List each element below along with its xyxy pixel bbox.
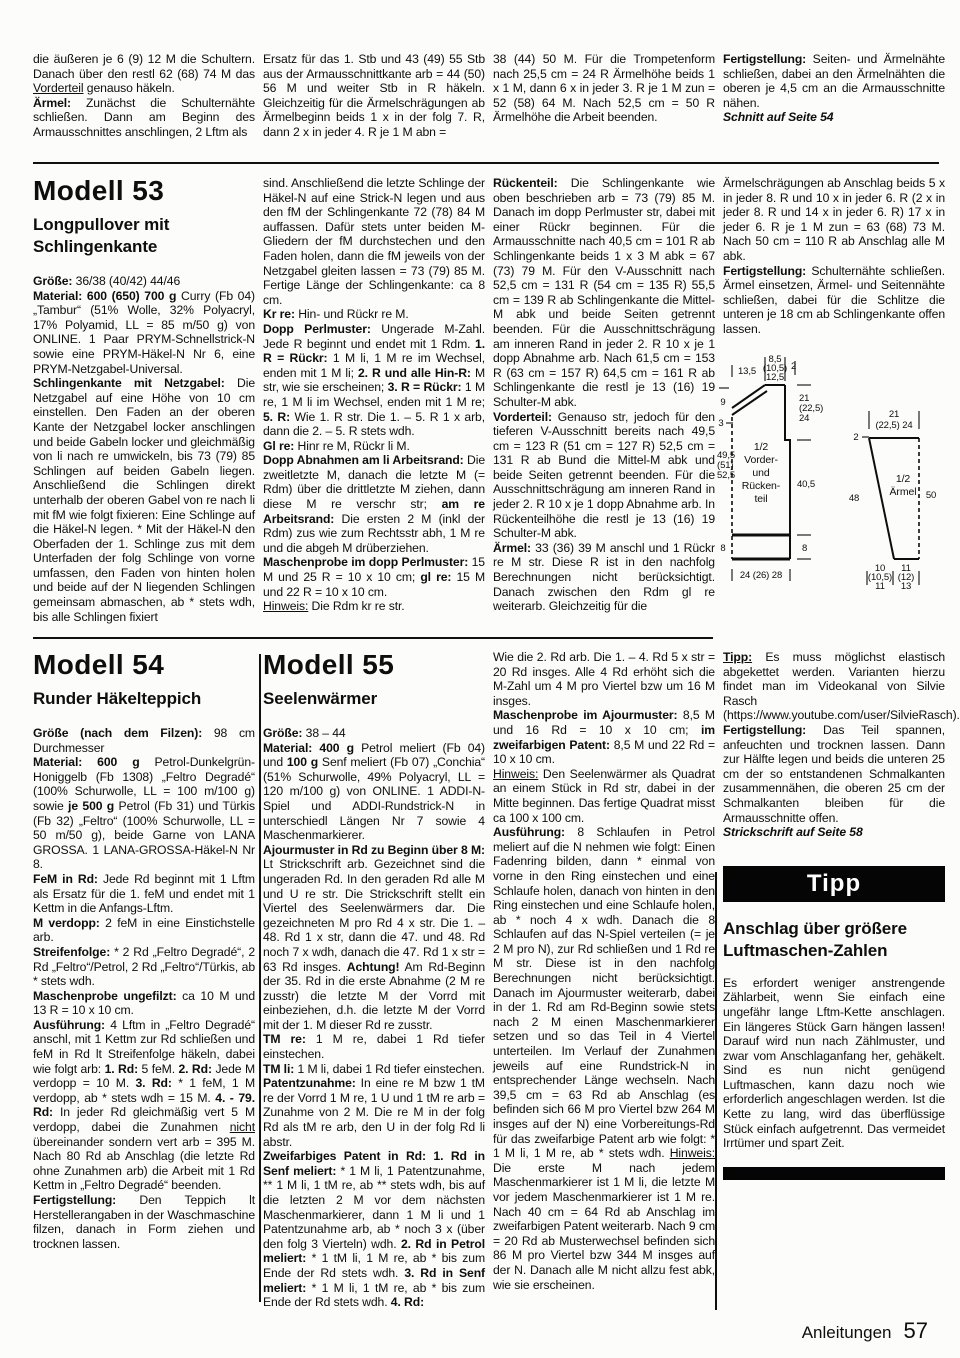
paragraph: Dopp Perlmuster: Ungerade M-Zahl. Jede R beginnt und endet mit 1 Rdm. 1. R = Rückr: 1 M li, 1 M re im Wechsel, enden mit 1 M li; 2. R und alle Hin-R: M str, wie sie erscheinen; 3. R = Rückr: 1 M re, 1 M li im Wechsel, enden mit 1 M re; 5. R: Wie 1. R str. Die 1. – 5. R 1 x arb, dann die 2. – 5. R stets wdh. — [263, 321, 486, 439]
measurement-label: 52,5 — [717, 469, 736, 481]
paragraph: M verdopp: 2 feM in eine Einstichstelle arb. — [33, 915, 255, 945]
horizontal-rule — [33, 637, 713, 639]
piece-label: Vorder- — [744, 453, 778, 466]
paragraph: Vorderteil: Genauso str, jedoch für den tieferen V-Ausschnitt bereits nach 49,5 cm = 123 R (51 cm = 127 R) 52,5 cm = 131 R ab Bund die Mittel-M abk und beide Seiten getrennt beenden. Für die Ausschnittschrägung am inneren Rand in jeder 2. R 10 x je 1 dopp Abnahme arb. In Rückenteilhöhe die restl je 13 (16) 19 Schulter-M abk. — [493, 409, 715, 541]
continuation-section — [33, 52, 945, 140]
paragraph: Fertigstellung: Schulternähte schließen. Ärmel einsetzen, Ärmel- und Seitennähte schließen, dabei für die Schlitze die unteren je 18 cm ab Schlingenkante offen lassen. — [723, 263, 945, 336]
paragraph: Größe: 36/38 (40/42) 44/46 — [33, 274, 181, 288]
measurement-label: 2 — [853, 431, 859, 443]
paragraph: Tipp: Es muss möglichst elastisch abgekettet werden. Varianten hierzu findet man im Videokanal von Silvie Rasch (https://www.youtube.com/user/SilvieRasch). — [723, 650, 960, 723]
measurement-labels — [717, 354, 823, 581]
measurement-label: 8 — [720, 542, 726, 554]
tip-heading: Anschlag über größere Luftmaschen-Zahlen — [723, 918, 907, 960]
piece-label: 1/2 — [753, 440, 769, 453]
paragraph: Ajourmuster in Rd zu Beginn über 8 M: Lt Strickschrift arb. Gezeichnet sind die ungeraden Rd. In den geraden Rd alle M und U re str. Die Strickschrift stellt ein Viertel des Seelenwärmers dar. Die gezeichneten M pro Rd 4 x str. Die 1. – 48. Rd 1 x str, dann die 47. und 48. Rd noch 7 x wdh, danach die 47. Rd 1 x str = 63 Rd insges. Achtung! Am Rd-Beginn der 35. Rd in die erste Abnahme (2 M re zusstr) die letzte M der Vorrd mit einbeziehen, d.h. die letzte M der Vorrd mit der 1. M dieser Rd re zusstr. — [263, 842, 486, 1032]
paragraph: Patentzunahme: In eine re M bzw 1 tM re der Vorrd 1 M re, 1 U und 1 tM re arb = Zunahme von 2 M. Die re M in der folg Rd als tM re arb, den U in der folg Rd li abstr. — [263, 1076, 485, 1149]
paragraph: Maschenprobe ungefilzt: ca 10 M und 13 R = 10 x 10 cm. — [33, 988, 255, 1018]
measurement-label: 11 — [875, 580, 885, 592]
paragraph: Ausführung: 4 Lftm in „Feltro Degradé“ anschl, mit 1 Kettm zur Rd schließen und feM in Rd lt Streifenfolge häkeln, dabei wie folgt arb: 1. Rd: 5 feM. 2. Rd: Jede M verdopp = 10 M. 3. Rd: * 1 feM, 1 M verdopp, ab * stets wdh = 15 M. 4. - 79. Rd: In jeder Rd gleichmäßig vert 5 M verdopp, dabei die Zunahmen nicht übereinander sondern vert arb = 395 M. Nach 80 Rd ab Anschlag (die letzte Rd ohne Zunahmen arb) die Arbeit mit 1 Rd Kettm in „Feltro Degradé“ beenden. — [33, 1017, 256, 1193]
measurement-label: 13,5 — [737, 365, 757, 377]
measurement-label: 24 — [799, 412, 810, 424]
piece-label: Ärmel — [889, 485, 917, 498]
paragraph: TM re: 1 M re, dabei 1 Rd tiefer einstechen. — [263, 1032, 485, 1062]
paragraph: Maschenprobe im Ajourmuster: 8,5 M und 16 Rd = 10 x 10 cm; im zweifarbigen Patent: 8,5 M und 22 Rd = 10 x 10 cm. — [493, 708, 715, 767]
tip-body: Es erfordert weniger anstrengende Zählarbeit, wenn Sie einfach eine ungefähr lange Lftm-Kette anschlagen. Ein längeres Stück Garn hängen lassen! Darauf wird nun nach Zählmuster, und zwar vom Anschlaganfang her, gehäkelt. Sind es nun nicht genügend Luftmaschen, kann dazu noch wie erforderlich angeschlagen werden. Ist die Kette zu lang, wird das überflüssige Stück einfach aufgetrennt. Das vermeidet Irrtümer und spart Zeit. — [723, 975, 945, 1151]
paragraph: Rückenteil: Die Schlingenkante wie oben beschrieben arb = 73 (79) 85 M. Danach im dopp Perlmuster str, dabei mit einer Rückr beginnen. Für die Armausschnitte nach 40,5 cm = 101 R ab Schlingenkante beids 1 x 3 M abk = 67 (73) 79 M. Für den V-Ausschnitt nach 52,5 cm = 131 R (54 cm = 135 R) 55,5 cm = 139 R ab Schlingenkante die Mittel-M abk und beide Seiten getrennt beenden. Für die Ausschnittschrägung am inneren Rand in jeder 2. R 10 x je 1 dopp Abnahme arb. Nach 61,5 cm = 153 R (63 cm = 157 R) 64,5 cm = 161 R ab Schlingenkante die restl je 13 (16) 19 Schulter-M abk. — [493, 176, 715, 409]
strickschrift-reference: Strickschrift auf Seite 58 — [723, 825, 863, 840]
paragraph: Fertigstellung: Den Teppich lt Herstellerangaben in der Waschmaschine filzen, danach in Form ziehen und trocknen lassen. — [33, 1193, 256, 1251]
text-column — [33, 650, 255, 1310]
paragraph: FeM in Rd: Jede Rd beginnt mit 1 Lftm als Ersatz für die 1. feM und endet mit 1 Kettm in die Anfangs-Lftm. — [33, 871, 255, 916]
measurement-label: 48 — [848, 492, 860, 504]
paragraph: Ersatz für das 1. Stb und 43 (49) 55 Stb aus der Armausschnittkante arb = 44 (50) 56 M und weiter Stb in R häkeln. Gleichzeitig für die Ärmelschrägungen ab Ärmelbeginn beids 1 x in der folg 7. R, dann 2 x in jeder 4. R je 1 M abn = — [263, 52, 485, 139]
tip-column — [723, 650, 960, 1310]
text-column — [493, 52, 715, 140]
paragraph: Fertigstellung: Das Teil spannen, anfeuchten und trocknen lassen. Dann zur Hälfte legen und beids die unteren 25 cm der so entstandenen Schmalkanten zusammennähen, die oberen 25 cm der Schmalkanten bleiben für die Armausschnitte offen. — [723, 722, 945, 825]
piece-label: 1/2 — [895, 472, 911, 485]
measurement-label: (22,5) 24 — [875, 419, 913, 431]
tip-end-bar — [723, 1167, 945, 1180]
horizontal-rule — [33, 162, 939, 164]
modell-54-title: Modell 54 — [33, 649, 165, 680]
measurement-label: 8,5 — [768, 353, 782, 365]
measurement-label: 10 — [874, 562, 886, 574]
modell-53-title: Modell 53 — [33, 175, 165, 206]
text-column — [263, 176, 485, 624]
schnitt-reference: Schnitt auf Seite 54 — [723, 110, 834, 125]
measurement-label: (12) — [897, 571, 915, 583]
paragraph: Hinweis: Die Rdm kr re str. — [263, 599, 405, 614]
paragraph: Ärmelschrägungen ab Anschlag beids 5 x in jeder 8. R und 10 x in jeder 6. R (2 x in jeder 8. R und 14 x in jeder 6. R) 17 x in jeder 6. R je 1 M zun = 63 (68) 73 M. Nach 50 cm = 110 R ab Anschlag alle M abk. — [723, 176, 945, 263]
page-footer — [802, 1318, 928, 1344]
paragraph: TM li: 1 M li, dabei 1 Rd tiefer einstechen. — [263, 1061, 485, 1076]
measurement-label: 8 — [802, 542, 808, 554]
text-column — [723, 52, 945, 140]
piece-label: Rücken- — [741, 479, 781, 492]
piece-label: und — [752, 466, 770, 479]
modell-55-subtitle: Seelenwärmer — [263, 689, 378, 708]
measurement-label: (10,5) — [867, 571, 893, 583]
paragraph: Material: 600 g Petrol-Dunkelgrün-Honiggelb (Fb 1308) „Feltro Degradé“ (100% Schurwolle, LL = 100 m/100 g) sowie je 500 g Petrol (Fb 31) und Türkis (Fb 32) „Feltro“ (100% Schurwolle, LL = 50 m/50 g), beide Garne von LANA GROSSA. 1 LANA-GROSSA-Häkel-N Nr 8. — [33, 755, 255, 872]
modell-54-subtitle: Runder Häkelteppich — [33, 689, 202, 708]
measurement-label: (22,5) — [799, 402, 824, 414]
paragraph: Wie die 2. Rd arb. Die 1. – 4. Rd 5 x str = 20 Rd insges. Alle 4 Rd erhöht sich die M-Zahl um 4 M pro Viertel bzw um 16 M insges. — [493, 650, 715, 708]
paragraph: Gl re: Hinr re M, Rückr li M. — [263, 438, 410, 453]
paragraph: 38 (44) 50 M. Für die Trompetenform nach 25,5 cm = 24 R Ärmelhöhe beids 1 x 1 M, dann 6 x in jeder 3. R je 1 M zun = 52 (58) 64 M. Nach 52,5 cm = 50 R Ärmelhöhe die Arbeit beenden. — [493, 52, 715, 125]
text-column — [493, 650, 715, 1310]
measurement-label: 50 — [925, 489, 937, 501]
page-number: 57 — [903, 1318, 928, 1343]
text-column — [263, 52, 485, 140]
paragraph: Dopp Abnahmen am li Arbeitsrand: Die zweitletzte M, danach die letzte M (= Rdm) über die drittletzte M ziehen, dann diese M re verschr str; am re Arbeitsrand: Die ersten 2 M (inkl der Rdm) zus wie zum Rechtsstr abh, 1 M re und die abgeh M drüberziehen. — [263, 453, 485, 555]
schematic-diagram — [717, 345, 943, 597]
footer-section-label: Anleitungen — [801, 1323, 892, 1342]
paragraph: Ausführung: 8 Schlaufen in Petrol meliert auf die N nehmen wie folgt: Einen Fadenring bilden, dann * einmal von vorne in den Ring einstechen und eine Schlaufe holen, danach von hinten in den Ring einstechen und eine Schlaufe holen, ab * noch 4 x wdh. Danach die 8 Schlaufen auf das N-Spiel verteilen (= je 2 M pro N), zur Rd schließen und 1 Rd re M str. Diese ist in den nachfolg Berechnungen nicht berücksichtigt. Danach im Ajourmuster weiterarb, dabei in der 1. Rd am Rd-Beginn sowie stets nach 2 M einen Maschenmarkierer setzen und so das Teil in 4 Viertel unterteilen. Im Verlauf der Zunahmen jeweils auf eine Rundstrick-N in entsprechender Länge wechseln. Nach 39,5 cm = 63 Rd ab Anschlag (es befinden sich 66 M pro Viertel bzw 264 M insges auf der N) eine Vorbereitungs-Rd für das zweifarbige Patent arb wie folgt: * 1 M li, 1 M re, ab * stets wdh. Hinweis: Die erste M nach jedem Maschenmarkierer ist 1 M li, die letzte M vor jedem Maschenmarkierer ist 1 M re. Nach 40 cm = 64 Rd ab Anschlag im zweifarbigen Patent weiterarb. Nach 9 cm = 20 Rd ab Musterwechsel befinden sich 86 M pro Viertel bzw 344 M insges auf der N. Danach alle M nicht allzu fest abk, wie sie erscheinen. — [493, 825, 715, 1292]
paragraph: Streifenfolge: * 2 Rd „Feltro Degradé“, 2 Rd „Feltro“/Petrol, 2 Rd „Feltro“/Türkis, ab * stets wdh. — [33, 944, 255, 989]
measurement-label: 24 (26) 28 — [739, 569, 783, 581]
column-divider — [715, 872, 717, 1310]
measurement-label: 3 — [718, 417, 724, 429]
measurement-label: 2 — [791, 360, 797, 372]
column-divider — [259, 654, 261, 1302]
bottom-section — [33, 649, 960, 1310]
text-column — [263, 650, 485, 1310]
tip-box-header: Tipp — [723, 866, 945, 902]
measurement-label: (51) — [717, 459, 734, 471]
measurement-label: 13 — [900, 580, 912, 592]
measurement-label: 12,5 — [765, 371, 785, 383]
modell-53-subtitle: Longpullover mit Schlingenkante — [33, 215, 170, 256]
measurement-label: 11 — [901, 562, 911, 574]
paragraph: Maschenprobe im dopp Perlmuster: 15 M und 25 R = 10 x 10 cm; gl re: 15 M und 22 R = 10 x 10 cm. — [263, 555, 486, 599]
paragraph: Ärmel: 33 (36) 39 M anschl und 1 Rückr re M str. Diese R ist in den nachfolg Berechnungen nicht berücksichtigt. Danach zwischen den Rdm gl re weiterarb. Gleichzeitig für die — [493, 540, 715, 614]
paragraph: Material: 400 g Petrol meliert (Fb 04) und 100 g Senf meliert (Fb 07) „Conchia“ (51% Schurwolle, 49% Polyacryl, LL = 120 m/100 g) von ONLINE. 1 ADDI-N-Spiel und ADDI-Rundstrick-N in unterschiedl Längen Nr 7 sowie 4 Maschenmarkierer. — [263, 740, 486, 843]
paragraph: Hinweis: Den Seelenwärmer als Quadrat an einem Stück in Rd str, dabei in der Mitte beginnen. Das fertige Quadrat misst ca 100 x 100 cm. — [493, 766, 715, 825]
measurement-label: 49,5 — [717, 449, 736, 461]
piece-label: teil — [754, 492, 768, 505]
paragraph: sind. Anschließend die letzte Schlinge der Häkel-N auf eine Strick-N legen und aus den fM der Schlingenkante 72 (78) 84 M auffassen. Dafür stets unter beiden M-Gliedern der fM durchstechen und den Faden holen, dann die fM jeweils von der Netzgabel gleiten lassen = 73 (79) 85 M. Fertige Länge der Schlingenkante: ca 8 cm. — [263, 176, 485, 307]
paragraph: Ärmel: Zunächst die Schulternähte schließen. Dann am Beginn des Armausschnittes anschlingen, 2 Lftm als — [33, 95, 255, 139]
measurement-label: 21 — [799, 392, 810, 404]
text-column — [717, 176, 945, 624]
modell-53-section — [33, 176, 945, 624]
measurement-label: (10,5) — [762, 362, 788, 374]
text-column — [33, 176, 255, 624]
measurement-label: 9 — [720, 396, 726, 408]
paragraph: Zweifarbiges Patent in Rd: 1. Rd in Senf meliert: * 1 M li, 1 Patentzunahme, ** 1 M li, 1 tM re, ab ** stets wdh, bis auf die letzten 2 M vor dem nächsten Maschenmarkierer, dann 1 M li und 1 Patentzunahme arb, ab * noch 3 x (über den folg 3 Vierteln) wdh. 2. Rd in Petrol meliert: * 1 tM li, 1 M re, ab * bis zum Ende der Rd stets wdh. 3. Rd in Senf meliert: * 1 M li, 1 tM re, ab * bis zum Ende der Rd stets wdh. 4. Rd: — [263, 1149, 485, 1310]
paragraph: Schlingenkante mit Netzgabel: Die Netzgabel auf eine Höhe von 10 cm einstellen. Den Faden an der oberen Kante der Netzgabel locker anschlingen und beide Gabeln locker und gleichmäßig von li nach re umwickeln, bis 73 (79) 85 Schlingen auf beiden Gabeln liegen. Anschließend die Schlingen direkt unterhalb der oberen Gabel von re nach li mit fM wie folgt fixieren: Eine Schlinge auf die Häkel-N legen. * Mit der Häkel-N den Oberfaden der 1. Schlinge zus mit dem Unterfaden der folg Schlinge von vorne umfassen, den Faden von hinten holen und beide auf der N liegenden Schlingen gemeinsam abmaschen, ab * stets wdh, bis alle Schlingen fixiert — [33, 376, 255, 624]
measurement-label: 21 — [888, 408, 900, 420]
modell-55-title: Modell 55 — [263, 649, 395, 680]
paragraph: Fertigstellung: Seiten- und Ärmelnähte schließen, dabei an den Ärmelnähten die oberen je 4,5 cm an die Armausschnitte nähen. — [723, 52, 945, 110]
text-column — [493, 176, 715, 624]
paragraph: Kr re: Hin- und Rückr re M. — [263, 307, 409, 322]
measurement-label: 40,5 — [797, 478, 816, 490]
sleeve-labels — [849, 409, 936, 592]
paragraph: die äußeren je 6 (9) 12 M die Schultern. Danach über den restl 62 (68) 74 M das Vorderteil genauso häkeln. — [33, 52, 255, 96]
text-column — [33, 52, 255, 140]
sleeve-piece-outline — [869, 438, 919, 559]
paragraph: Größe (nach dem Filzen): 98 cm Durchmesser — [33, 726, 255, 755]
paragraph: Material: 600 (650) 700 g Curry (Fb 04) „Tambur“ (51% Wolle, 32% Polyacryl, 17% Polyamid, LL = 85 m/50 g) von ONLINE. 1 Paar PRYM-Schnellstrick-N sowie eine PRYM-Häkel-N Nr 6, eine PRYM-Netzgabel-Universal. — [33, 288, 255, 376]
paragraph: Größe: 38 – 44 — [263, 726, 346, 740]
